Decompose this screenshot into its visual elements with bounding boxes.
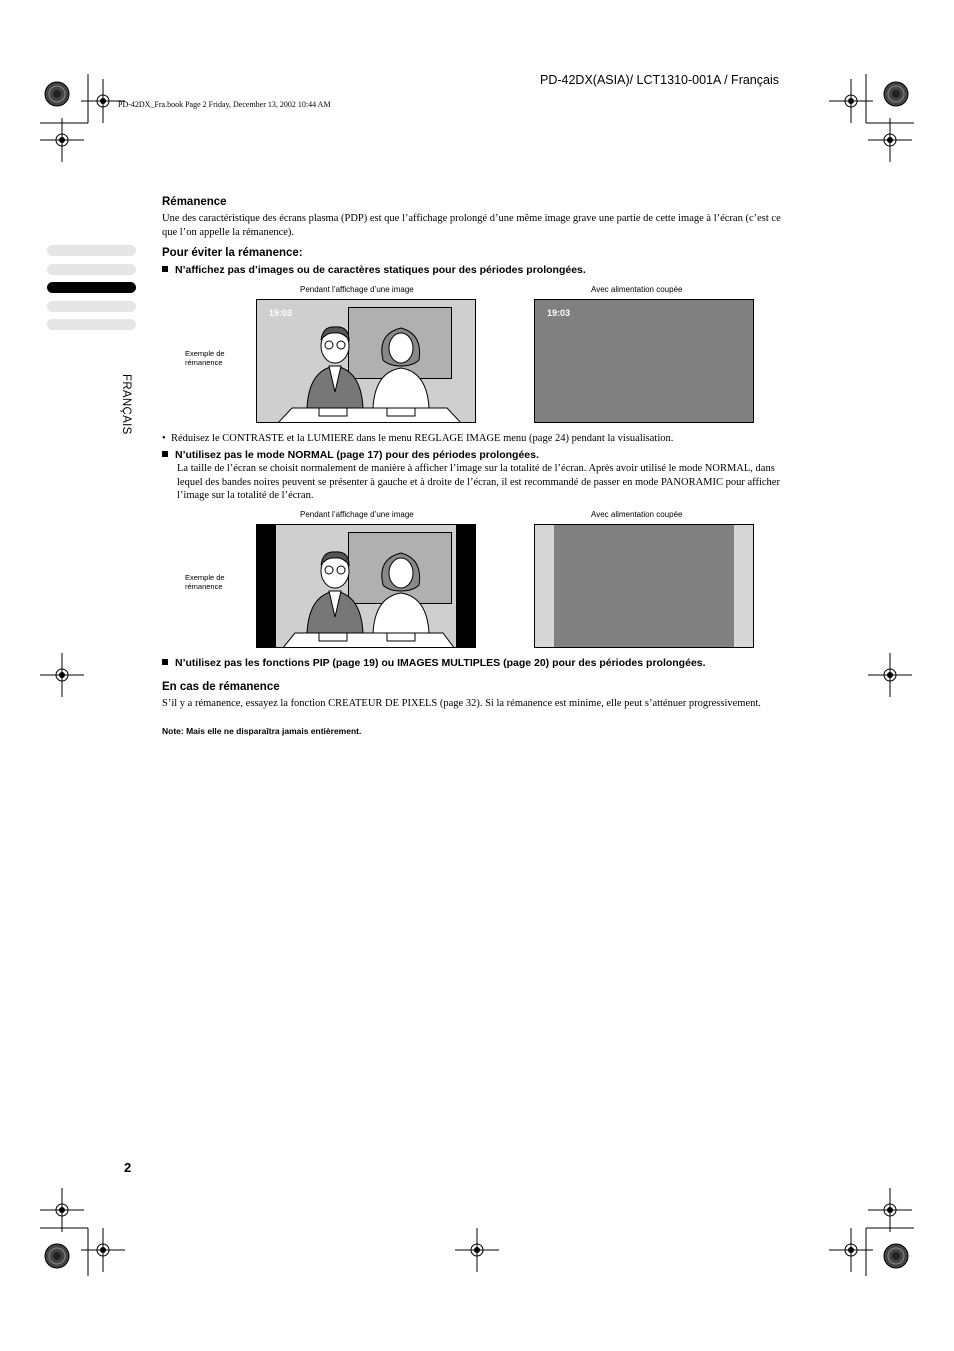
note-text: Note: Mais elle ne disparaîtra jamais entièrement.: [162, 726, 362, 736]
book-line: PD-42DX_Fra.book Page 2 Friday, December 13, 2002 10:44 AM: [118, 100, 331, 109]
square-bullet-icon: [162, 451, 168, 457]
square-bullet-icon: [162, 659, 168, 665]
figure2-screen-on: [256, 524, 476, 648]
figure2-caption-left: Pendant l’affichage d’une image: [300, 510, 414, 519]
burned-area: [554, 525, 734, 648]
side-tab: [47, 319, 136, 330]
figure1-screen-on: [256, 299, 476, 423]
figure1-side-label: Exemple de rémanence: [185, 349, 225, 367]
clock-left: 19:03: [269, 308, 293, 318]
item-pip-functions-text: N’utilisez pas les fonctions PIP (page 19) ou IMAGES MULTIPLES (page 20) pour des périodes prolongées.: [175, 657, 706, 669]
side-tab: [47, 301, 136, 312]
section-title-prevent: Pour éviter la rémanence:: [162, 247, 303, 259]
section-title-in-case: En cas de rémanence: [162, 681, 280, 693]
figure1-screen-off: [534, 299, 754, 423]
model-line: PD-42DX(ASIA)/ LCT1310-001A / Français: [540, 73, 779, 87]
figure2-screen-off: [534, 524, 754, 648]
side-tab: [47, 245, 136, 256]
clock-right: 19:03: [547, 308, 571, 318]
language-side-label: FRANÇAIS: [120, 374, 132, 435]
side-tab: [47, 264, 136, 275]
page-number: 2: [124, 1160, 132, 1175]
side-tab-active: [47, 282, 136, 293]
square-bullet-icon: [162, 266, 168, 272]
bullet-reduce-contrast-text: Réduisez le CONTRASTE et la LUMIERE dans le menu REGLAGE IMAGE menu (page 24) pendant la visualisation.: [170, 433, 674, 444]
item-static-images: [162, 264, 586, 276]
figure2-side-label: Exemple de rémanence: [185, 573, 225, 591]
bullet-dot-icon: •: [162, 433, 171, 444]
item-normal-mode-text: N’utilisez pas le mode NORMAL (page 17) pour des périodes prolongées.: [175, 449, 539, 461]
item-normal-mode: [162, 449, 539, 461]
bullet-reduce-contrast: [162, 432, 792, 446]
figure2-caption-right: Avec alimentation coupée: [591, 510, 683, 519]
figure1-caption-right: Avec alimentation coupée: [591, 285, 683, 294]
item-static-images-text: N’affichez pas d’images ou de caractères statiques pour des périodes prolongées.: [175, 264, 586, 276]
presenters-illustration: [257, 525, 476, 648]
figure1-caption-left: Pendant l’affichage d’une image: [300, 285, 414, 294]
section-text-in-case: S’il y a rémanence, essayez la fonction CREATEUR DE PIXELS (page 32). Si la rémanence est minime, elle peut s’atténuer progressivement.: [162, 698, 761, 709]
item-normal-mode-description: La taille de l’écran se choisit normalement de manière à afficher l’image sur la totalité de l’écran. Après avoir utilisé le mode NORMAL, dans lequel des bandes noires peuvent se présenter à gauche et à droite de l’écran, il est recommandé de passer en mode PANORAMIC pour afficher l’image sur la totalité de l’écran.: [177, 463, 780, 501]
section-text-remanence: Une des caractéristique des écrans plasma (PDP) est que l’affichage prolongé d’une même image grave une partie de cette image à l’écran (c’est ce que l’on appelle la rémanence).: [162, 213, 781, 238]
presenters-illustration: [257, 300, 476, 423]
section-title-remanence: Rémanence: [162, 196, 227, 208]
item-pip-functions: [162, 657, 706, 669]
